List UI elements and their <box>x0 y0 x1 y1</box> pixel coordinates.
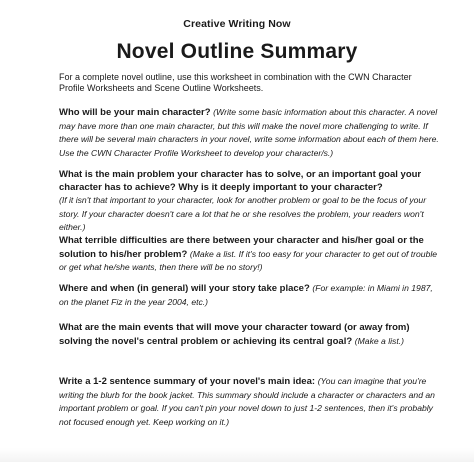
question-hint: (You can imagine that you're writing the blurb for the book jacket. This summary should include a character or characters and an important problem or goal. If you can't pin your novel down to just 1-2 sentences, then it's probably not focused enough yet. Keep working on it.) <box>59 376 435 427</box>
question-text: Write a 1-2 sentence summary of your novel's main idea: <box>59 376 316 387</box>
question-hint: (If it isn't that important to your character, look for another problem or goal to be the focus of your story. If your character doesn't care a lot that he or she resolves the problem, your readers won't either.) <box>59 195 427 232</box>
question-main-problem <box>59 169 439 235</box>
question-summary <box>59 375 439 429</box>
question-difficulties <box>59 235 439 275</box>
question-hint: (Write some basic information about this character. A novel may have more than one main character, but this will make the novel more challenging to write. If there will be several main characters in your novel, write some information about each of them here. Use the CWN Character Profile Worksheet to develop your character/s.) <box>59 107 439 158</box>
question-hint: (Make a list.) <box>354 335 404 346</box>
intro-paragraph: For a complete novel outline, use this worksheet in combination with the CWN Character Profile Worksheets and Scene Outline Worksheets. <box>59 72 412 93</box>
question-main-character <box>59 106 439 160</box>
question-text: What terrible difficulties are there between your character and his/her goal or the solution to his/her problem? <box>59 235 424 260</box>
document-header: Creative Writing Now <box>183 18 291 30</box>
question-text: Where and when (in general) will your story take place? <box>59 283 310 294</box>
question-main-events <box>59 322 439 348</box>
question-text: What is the main problem your character has to solve, or an important goal your character has to achieve? Why is it deeply important to your character? <box>59 169 422 193</box>
question-text: Who will be your main character? <box>59 107 211 118</box>
question-text: What are the main events that will move your character toward (or away from) solving the novel's central problem or achieving its central goal? <box>59 322 410 347</box>
document-title: Novel Outline Summary <box>116 40 358 63</box>
page-bottom-edge <box>0 448 474 462</box>
question-setting <box>59 282 439 309</box>
question-hint: (For example: in Miami in 1987, on the planet Fiz in the year 2004, etc.) <box>59 283 433 307</box>
question-hint: (Make a list. If it's too easy for your character to get out of trouble or get what he/she wants, then there will be no story!) <box>59 248 438 272</box>
